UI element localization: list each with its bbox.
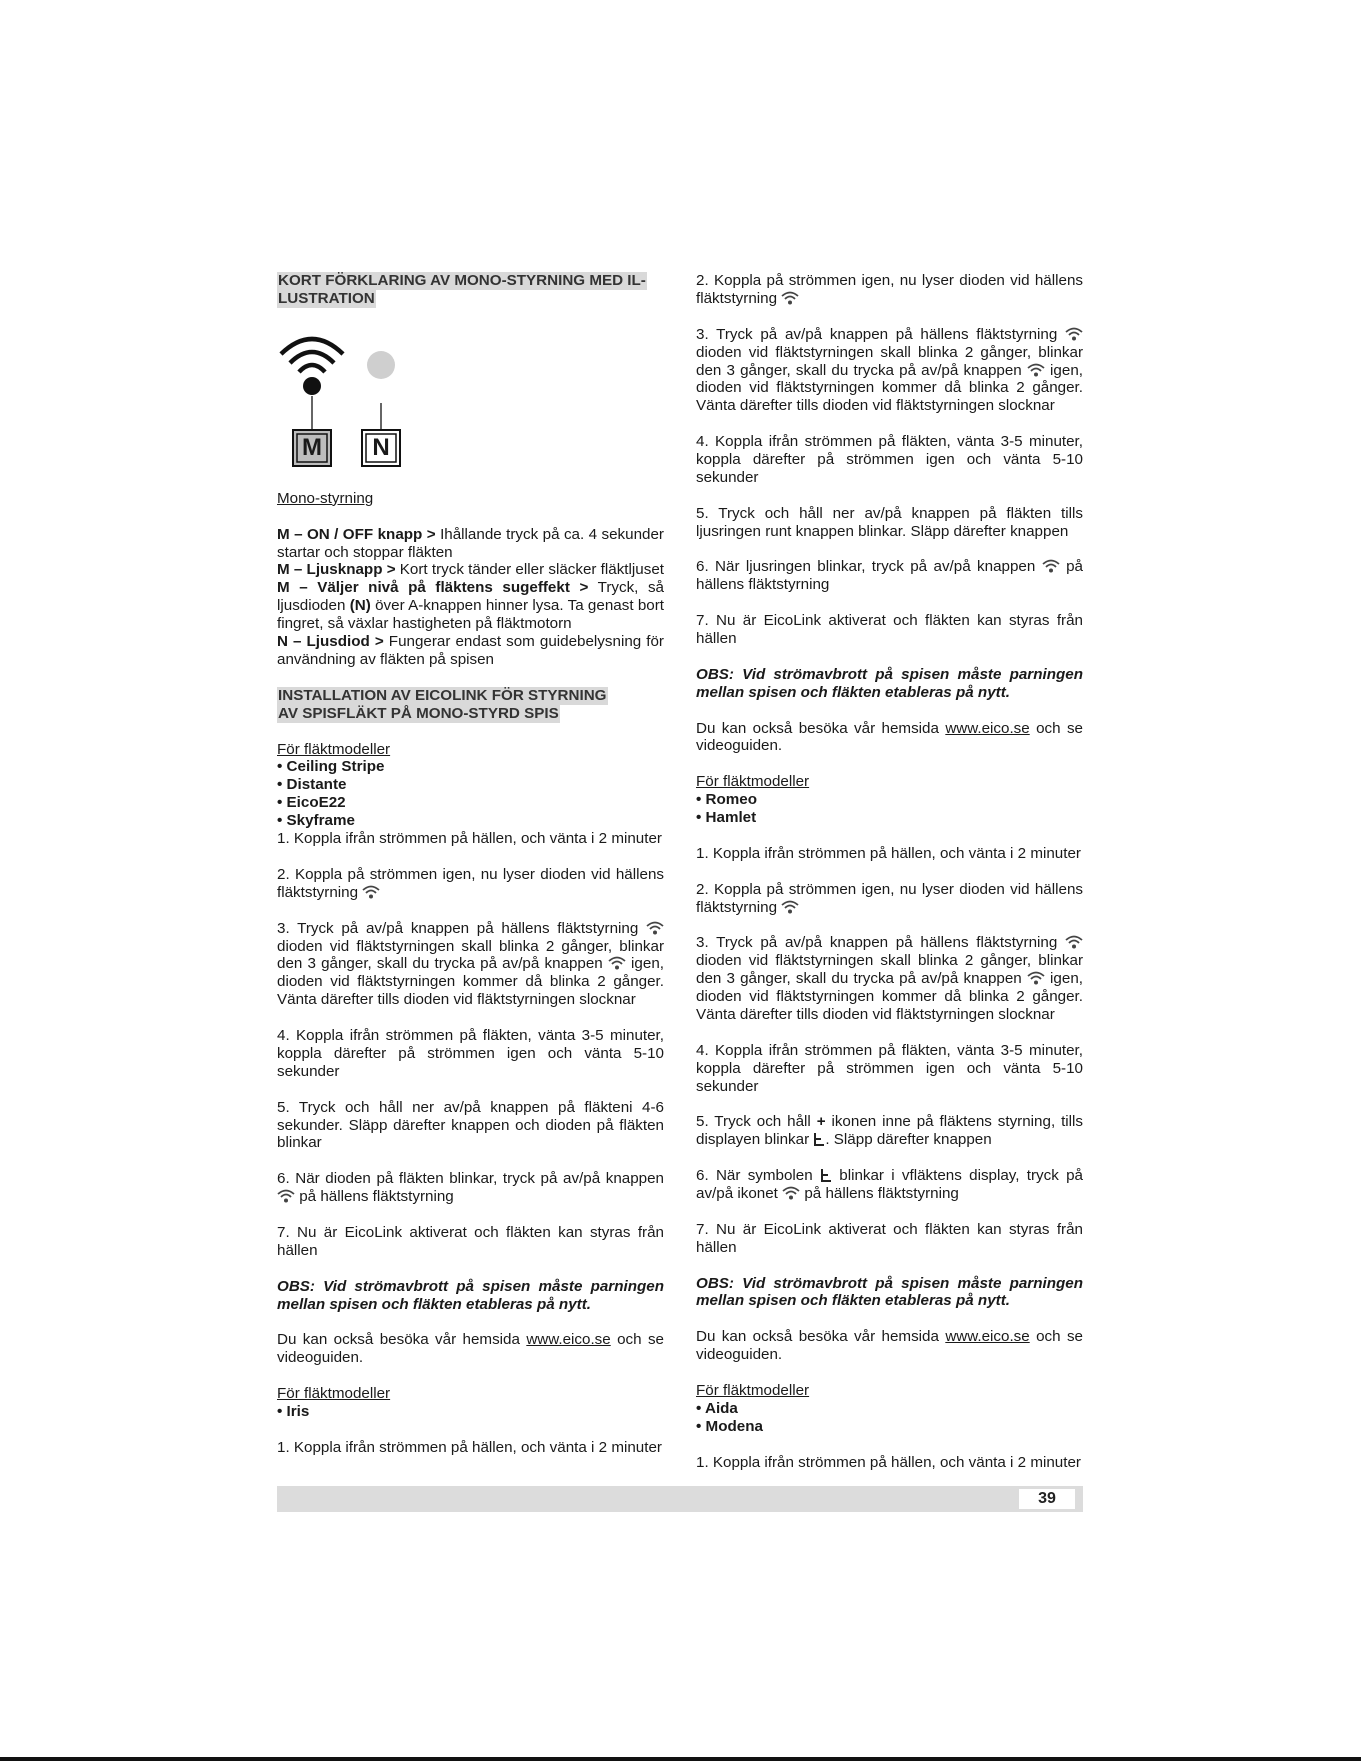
desc-text: Ihållande tryck på ca. 4 sekunder startar och stoppar fläkten <box>277 525 664 561</box>
step-3 <box>696 934 1083 1024</box>
step-7: 7. Nu är EicoLink aktiverat och fläkten kan styras från hällen <box>696 612 1083 648</box>
step-4: 4. Koppla ifrån strömmen på fläkten, vänta 3-5 minuter, koppla därefter på strömmen igen och vänta 5-10 sekunder <box>277 1027 664 1080</box>
mono-control-illustration <box>277 326 457 476</box>
step-7: 7. Nu är EicoLink aktiverat och fläkten kan styras från hällen <box>696 1220 1083 1256</box>
step-1: 1. Koppla ifrån strömmen på hällen, och vänta i 2 minuter <box>277 830 662 848</box>
step-text: ikonen inne på fläktens styrning, tills displayen blinkar <box>696 1113 1084 1149</box>
step-text: 5. Tryck och håll <box>696 1113 817 1131</box>
visit-text <box>696 720 1083 756</box>
obs-note: OBS: Vid strömavbrott på spisen måste parningen mellan spisen och fläkten etableras på nytt. <box>696 1274 1083 1310</box>
step-2 <box>696 272 1083 308</box>
desc-light <box>277 561 664 579</box>
desc-label: N – Ljusdiod > <box>277 633 384 651</box>
step-text: 2. Koppla på strömmen igen, nu lyser dioden vid hällens fläktstyrning <box>696 880 1083 916</box>
step-text: på hällens fläktstyrning <box>295 1188 454 1206</box>
step-text: 2. Koppla på strömmen igen, nu lyser dioden vid hällens fläktstyrning <box>696 272 1083 307</box>
step-1: 1. Koppla ifrån strömmen på hällen, och vänta i 2 minuter <box>696 1453 1081 1471</box>
wifi-icon <box>608 956 626 970</box>
page-number: 39 <box>1019 1489 1075 1509</box>
model-item: • Romeo <box>696 791 758 809</box>
step-text: på hällens fläktstyrning <box>696 558 1083 594</box>
model-item: • Hamlet <box>696 809 757 827</box>
desc-level <box>277 579 664 633</box>
wifi-icon <box>781 291 799 305</box>
heading-line: AV SPISFLÄKT PÅ MONO-STYRD SPIS <box>278 704 559 722</box>
step-text: dioden vid fläktstyrningen skall blinka 2 gånger, blinkar den 3 gånger, skall du trycka på av/på knappen <box>277 937 664 973</box>
left-column <box>277 272 664 1475</box>
desc-text: (N) <box>349 597 371 615</box>
step-1: 1. Koppla ifrån strömmen på hällen, och vänta i 2 minuter <box>277 1438 662 1456</box>
desc-label: M – Ljusknapp > <box>277 561 396 579</box>
step-7: 7. Nu är EicoLink aktiverat och fläkten kan styras från hällen <box>277 1223 664 1259</box>
models-title: För fläktmodeller <box>696 773 810 791</box>
display-symbol-icon <box>813 1132 825 1146</box>
website-link[interactable]: www.eico.se <box>945 1328 1030 1346</box>
desc-text: över A-knappen hinner lysa. Ta genast bort fingret, så växlar hastigheten på fläktmotorn <box>277 597 664 633</box>
website-link[interactable]: www.eico.se <box>945 719 1030 737</box>
step-text: dioden vid fläktstyrningen skall blinka 2 gånger, blinkar den 3 gånger, skall du trycka på av/på knappen <box>696 952 1083 988</box>
model-item: • EicoE22 <box>277 794 346 812</box>
step-3 <box>277 920 664 1010</box>
wifi-icon <box>1027 971 1045 985</box>
right-column <box>696 272 1083 1489</box>
step-text: igen, dioden vid fläktstyrningen kommer då blinka 2 gånger. Vänta därefter tills dioden vid fläktstyrningen slocknar <box>696 970 1083 1023</box>
wifi-icon <box>277 1189 295 1203</box>
heading-line: KORT FÖRKLARING AV MONO-STYRNING MED IL- <box>278 272 646 289</box>
step-5: 5. Tryck och håll ner av/på knappen på fläkten tills ljusringen runt knappen blinkar. Släpp därefter knappen <box>696 504 1083 540</box>
model-item: • Iris <box>277 1402 310 1420</box>
visit-text <box>277 1331 664 1367</box>
wifi-icon <box>1065 327 1083 341</box>
display-symbol-icon <box>820 1168 832 1182</box>
step-text: 3. Tryck på av/på knappen på hällens fläktstyrning <box>696 325 1065 343</box>
button-n-label: N <box>372 433 390 461</box>
section-heading-install <box>277 687 664 723</box>
visit-text <box>696 1328 1083 1364</box>
step-text: blinkar i vfläktens display, tryck på av/på ikonet <box>696 1167 1083 1202</box>
heading-line: INSTALLATION AV EICOLINK FÖR STYRNING <box>278 686 607 704</box>
plus-icon: + <box>816 1113 826 1131</box>
step-5 <box>696 1113 1083 1149</box>
step-5: 5. Tryck och håll ner av/på knappen på fläkteni 4-6 sekunder. Släpp därefter knappen och dioden på fläkten blinkar <box>277 1098 664 1152</box>
models-title: För fläktmodeller <box>277 740 391 758</box>
step-4: 4. Koppla ifrån strömmen på fläkten, vänta 3-5 minuter, koppla därefter på strömmen igen och vänta 5-10 sekunder <box>696 1041 1083 1095</box>
section-heading-mono <box>277 272 664 308</box>
wifi-icon <box>1027 363 1045 377</box>
wifi-icon <box>1065 935 1083 949</box>
step-text: 2. Koppla på strömmen igen, nu lyser dioden vid hällens fläktstyrning <box>277 865 664 901</box>
wifi-icon <box>362 885 380 899</box>
wifi-icon <box>1042 559 1060 573</box>
step-text: 6. När ljusringen blinkar, tryck på av/på knappen <box>696 558 1042 576</box>
models-title: För fläktmodeller <box>696 1381 810 1399</box>
model-item: • Skyframe <box>277 812 355 830</box>
step-1: 1. Koppla ifrån strömmen på hällen, och vänta i 2 minuter <box>696 844 1081 862</box>
step-6 <box>696 1167 1083 1203</box>
step-text: igen, dioden vid fläktstyrningen kommer då blinka 2 gånger. Vänta därefter tills dioden vid fläktstyrningen slocknar <box>696 361 1083 415</box>
mono-title: Mono-styrning <box>277 489 374 507</box>
desc-text: Tryck, så ljusdioden <box>277 579 664 615</box>
desc-text: Kort tryck tänder eller släcker fläktljuset <box>395 561 664 579</box>
model-item: • Modena <box>696 1417 763 1435</box>
visit-text-part: och se videoguiden. <box>696 1328 1083 1364</box>
obs-note: OBS: Vid strömavbrott på spisen måste parningen mellan spisen och fläkten etableras på nytt. <box>277 1277 664 1313</box>
model-item: • Aida <box>696 1399 738 1417</box>
step-text: 3. Tryck på av/på knappen på hällens fläktstyrning <box>277 919 646 937</box>
step-text: på hällens fläktstyrning <box>800 1185 959 1202</box>
button-m-label: M <box>302 433 322 461</box>
step-2 <box>277 866 664 902</box>
step-text: 3. Tryck på av/på knappen på hällens fläktstyrning <box>696 934 1065 952</box>
website-link[interactable]: www.eico.se <box>526 1331 611 1349</box>
visit-text-part: och se videoguiden. <box>696 719 1083 755</box>
page-bottom-rule <box>0 1757 1361 1761</box>
step-3 <box>696 326 1083 416</box>
desc-label: M – Väljer nivå på fläktens sugeffekt > <box>277 579 589 597</box>
step-text: 6. När symbolen <box>696 1167 820 1185</box>
model-item: • Ceiling Stripe <box>277 758 385 776</box>
step-6 <box>696 558 1083 594</box>
wifi-icon <box>782 1186 800 1200</box>
visit-text-part: Du kan också besöka vår hemsida <box>277 1331 527 1349</box>
desc-diode <box>277 633 664 669</box>
step-text: igen, dioden vid fläktstyrningen kommer då blinka 2 gånger. Vänta därefter tills dioden vid fläktstyrningen slocknar <box>277 955 664 1009</box>
models-title: För fläktmodeller <box>277 1385 391 1403</box>
visit-text-part: och se videoguiden. <box>277 1331 664 1367</box>
desc-onoff <box>277 526 664 562</box>
wifi-icon <box>646 921 664 935</box>
obs-note: OBS: Vid strömavbrott på spisen måste parningen mellan spisen och fläkten etableras på nytt. <box>696 665 1083 701</box>
heading-line: LUSTRATION <box>278 289 375 307</box>
visit-text-part: Du kan också besöka vår hemsida <box>696 1328 946 1346</box>
footer-bar <box>277 1486 1083 1512</box>
step-4: 4. Koppla ifrån strömmen på fläkten, vänta 3-5 minuter, koppla därefter på strömmen igen och vänta 5-10 sekunder <box>696 433 1083 486</box>
step-text: . Släpp därefter knappen <box>825 1131 992 1149</box>
step-text: dioden vid fläktstyrningen skall blinka 2 gånger, blinkar den 3 gånger, skall du trycka på av/på knappen <box>696 343 1083 379</box>
step-6 <box>277 1170 664 1206</box>
wifi-icon <box>781 900 799 914</box>
desc-text: Fungerar endast som guidebelysning för användning av fläkten på spisen <box>277 633 664 668</box>
step-2 <box>696 881 1083 917</box>
visit-text-part: Du kan också besöka vår hemsida <box>696 719 946 737</box>
step-text: 6. När dioden på fläkten blinkar, tryck på av/på knappen <box>277 1170 664 1188</box>
desc-label: M – ON / OFF knapp > <box>277 525 436 543</box>
model-item: • Distante <box>277 776 347 794</box>
